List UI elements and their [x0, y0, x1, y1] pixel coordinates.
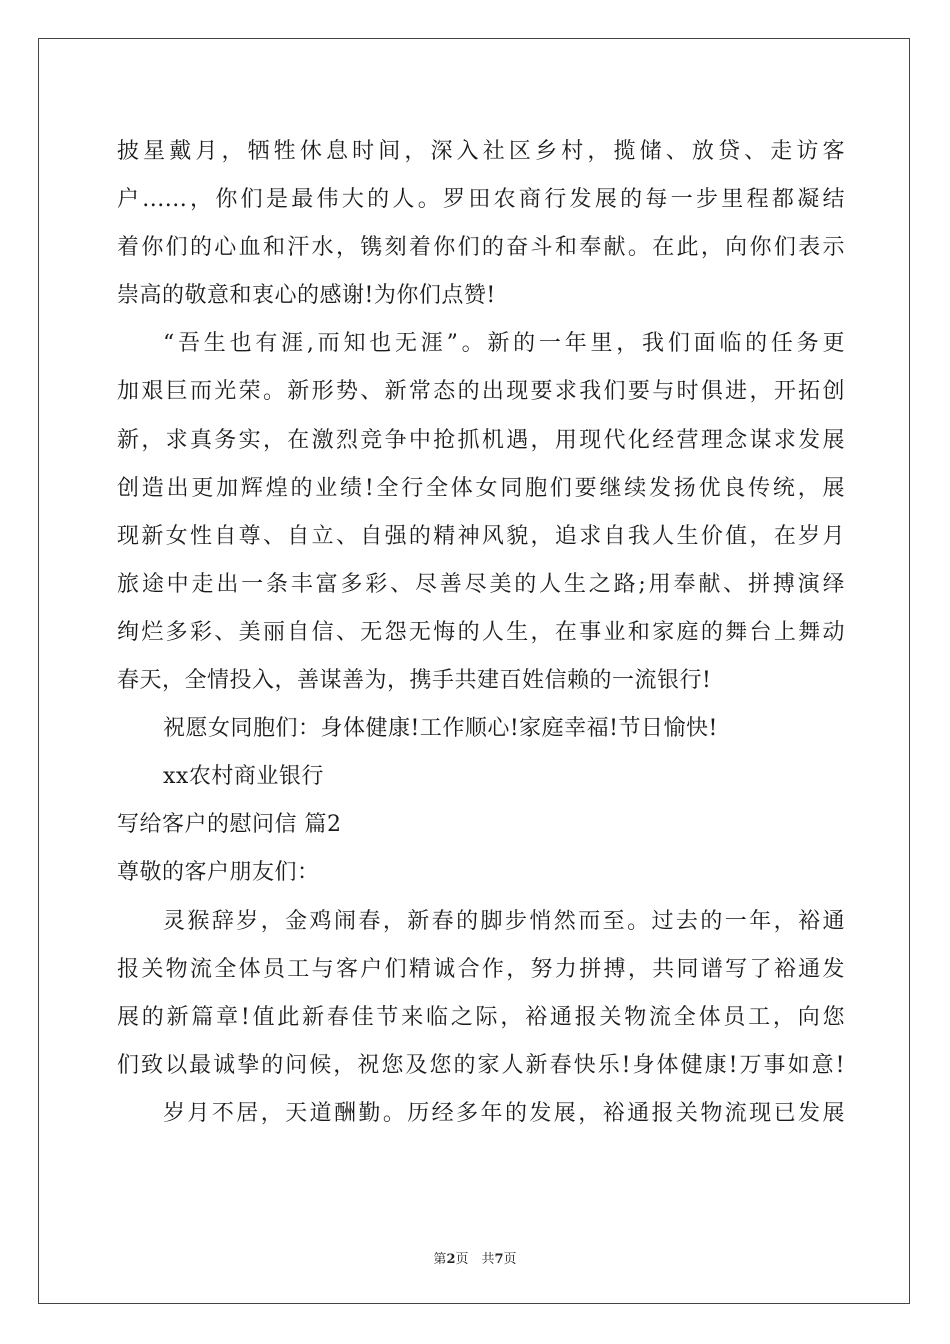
text-line: 新，求真务实，在激烈竞争中抢抓机遇，用现代化经营理念谋求发展 — [117, 427, 845, 453]
text-line: 创造出更加辉煌的业绩!全行全体女同胞们要继续发扬优良传统，展 — [117, 475, 845, 501]
text-line: 披星戴月，牺牲休息时间，深入社区乡村，揽储、放贷、走访客 — [117, 139, 845, 164]
text-line: 春天，全情投入，善谋善为，携手共建百姓信赖的一流银行! — [117, 668, 712, 694]
text-line: 旅途中走出一条丰富多彩、尽善尽美的人生之路;用奉献、拼搏演绎 — [117, 571, 845, 597]
text-line: 们致以最诚挚的问候，祝您及您的家人新春快乐!身体健康!万事如意! — [117, 1052, 845, 1078]
text-line: 加艰巨而光荣。新形势、新常态的出现要求我们要与时俱进，开拓创 — [117, 379, 845, 405]
page-mid: 页 共 — [455, 1252, 495, 1267]
text-line: “吾生也有涯,而知也无涯”。新的一年里，我们面临的任务更 — [163, 331, 845, 357]
closing-wish: 祝愿女同胞们：身体健康!工作顺心!家庭幸福!节日愉快! — [163, 716, 718, 742]
salutation: 尊敬的客户朋友们： — [117, 860, 320, 886]
page-suffix: 页 — [503, 1252, 517, 1267]
signature-bank: xx农村商业银行 — [163, 764, 324, 790]
document-body — [117, 128, 845, 1138]
page-total: 7 — [494, 1252, 504, 1267]
page-footer — [0, 1248, 950, 1267]
text-line: 岁月不居，天道酬勤。历经多年的发展，裕通报关物流现已发展 — [163, 1100, 845, 1126]
text-line: 展的新篇章!值此新春佳节来临之际，裕通报关物流全体员工，向您 — [117, 1004, 845, 1030]
page-prefix: 第 — [433, 1252, 447, 1267]
section-title: 写给客户的慰问信 篇2 — [117, 812, 342, 838]
text-line: 崇高的敬意和衷心的感谢!为你们点赞! — [117, 283, 496, 309]
page-current: 2 — [446, 1252, 456, 1267]
text-line: 现新女性自尊、自立、自强的精神风貌，追求自我人生价值，在岁月 — [117, 523, 845, 549]
text-line: 绚烂多彩、美丽自信、无怨无悔的人生，在事业和家庭的舞台上舞动 — [117, 619, 845, 645]
text-line: 着你们的心血和汗水，镌刻着你们的奋斗和奉献。在此，向你们表示 — [117, 235, 845, 261]
text-line: 户......，你们是最伟大的人。罗田农商行发展的每一步里程都凝结 — [117, 187, 845, 213]
text-line: 报关物流全体员工与客户们精诚合作，努力拼搏，共同谱写了裕通发 — [117, 956, 845, 982]
text-line: 灵猴辞岁，金鸡闹春，新春的脚步悄然而至。过去的一年，裕通 — [163, 908, 845, 934]
